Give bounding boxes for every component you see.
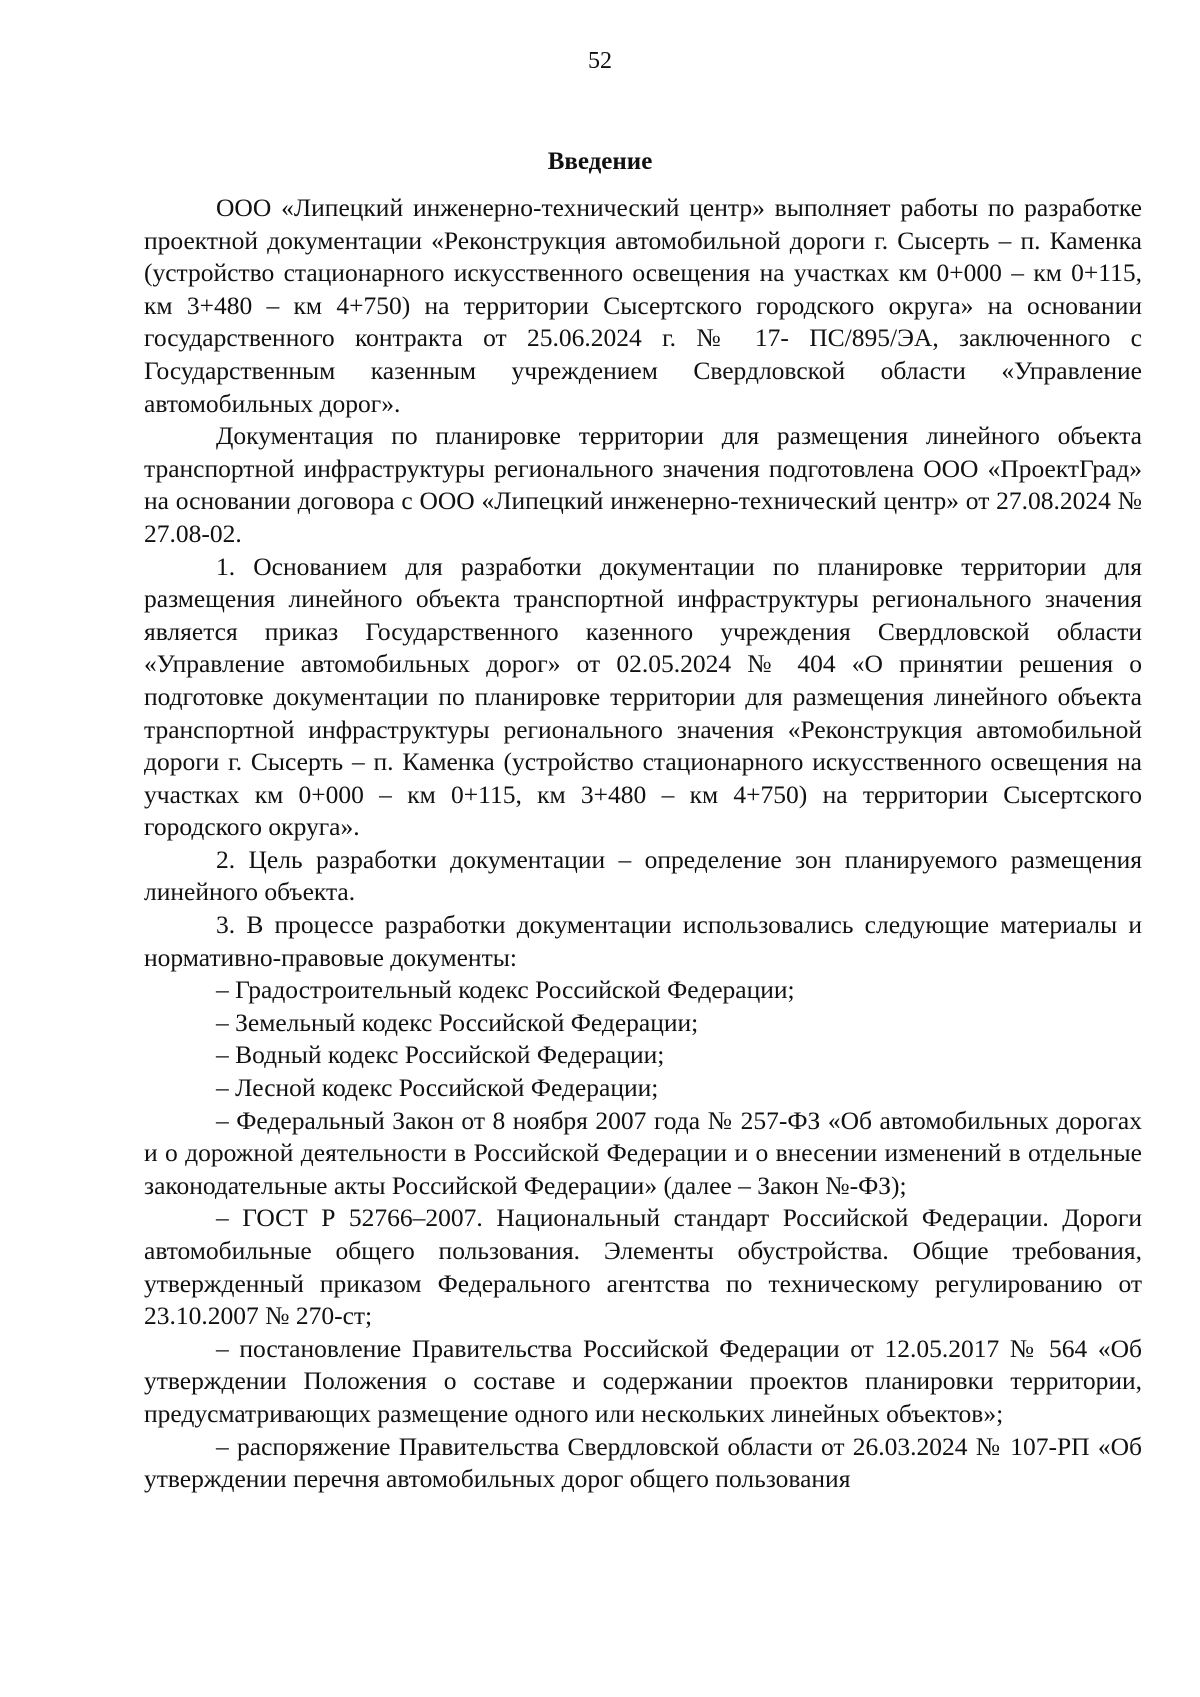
list-item-forest-code: – Лесной кодекс Российской Федерации; xyxy=(216,1073,659,1103)
list-item-water-code: – Водный кодекс Российской Федерации; xyxy=(216,1040,665,1070)
list-item-land-code: – Земельный кодекс Российской Федерации; xyxy=(216,1007,699,1037)
list-item-urban-code: – Градостроительный кодекс Российской Федерации; xyxy=(216,975,795,1005)
list-item-federal-law: – Федеральный Закон от 8 ноября 2007 года № 257-ФЗ «Об автомобильных дорогах и о дорожной деятельности в Российской Федерации и о внесении изменений в отдельные законодательные акты Российской Федерации» (далее – Закон №-ФЗ); xyxy=(144,1105,1142,1200)
section-heading: Введение xyxy=(547,148,653,175)
list-item-gost: – ГОСТ Р 52766–2007. Национальный стандарт Российской Федерации. Дороги автомобильные общего пользования. Элементы обустройства. Общие требования, утвержденный приказом Федерального агентства по техническому регулированию от 23.10.2007 № 270-ст; xyxy=(144,1203,1142,1331)
paragraph-item-1: 1. Основанием для разработки документации по планировке территории для размещения линейного объекта транспортной инфраструктуры регионального значения является приказ Государственного казенного учреждения Свердловской области «Управление автомобильных дорог» от 02.05.2024 № 404 «О принятии решения о подготовке документации по планировке территории для размещения линейного объекта транспортной инфраструктуры регионального значения «Реконструкция автомобильной дороги г. Сысерть – п. Каменка (устройство стационарного искусственного освещения на участках км 0+000 – км 0+115, км 3+480 – км 4+750) на территории Сысертского городского округа». xyxy=(144,551,1142,842)
paragraph-intro: ООО «Липецкий инженерно-технический центр» выполняет работы по разработке проектной документации «Реконструкция автомобильной дороги г. Сысерть – п. Каменка (устройство стационарного искусственного освещения на участках км 0+000 – км 0+115, км 3+480 – км 4+750) на территории Сысертского городского округа» на основании государственного контракта от 25.06.2024 г. № 17- ПС/895/ЭА, заключенного с Государственным казенным учреждением Свердловской области «Управление автомобильных дорог». xyxy=(144,193,1142,418)
paragraph-item-2: 2. Цель разработки документации – определение зон планируемого размещения линейного объекта. xyxy=(144,844,1142,907)
paragraph-item-3: 3. В процессе разработки документации использовались следующие материалы и нормативно-правовые документы: xyxy=(144,910,1142,972)
list-item-government-decree: – постановление Правительства Российской Федерации от 12.05.2017 № 564 «Об утверждении Положения о составе и содержании проектов планировки территории, предусматривающих размещение одного или нескольких линейных объектов»; xyxy=(144,1333,1142,1428)
body-text xyxy=(144,192,1142,1496)
page-number: 52 xyxy=(588,48,612,74)
paragraph-documentation: Документация по планировке территории для размещения линейного объекта транспортной инфраструктуры регионального значения подготовлена ООО «ПроектГрад» на основании договора с ООО «Липецкий инженерно-технический центр» от 27.08.2024 № 27.08-02. xyxy=(144,421,1142,548)
list-item-regional-order: – распоряжение Правительства Свердловской области от 26.03.2024 № 107-РП «Об утверждении перечня автомобильных дорог общего пользования xyxy=(144,1431,1142,1494)
